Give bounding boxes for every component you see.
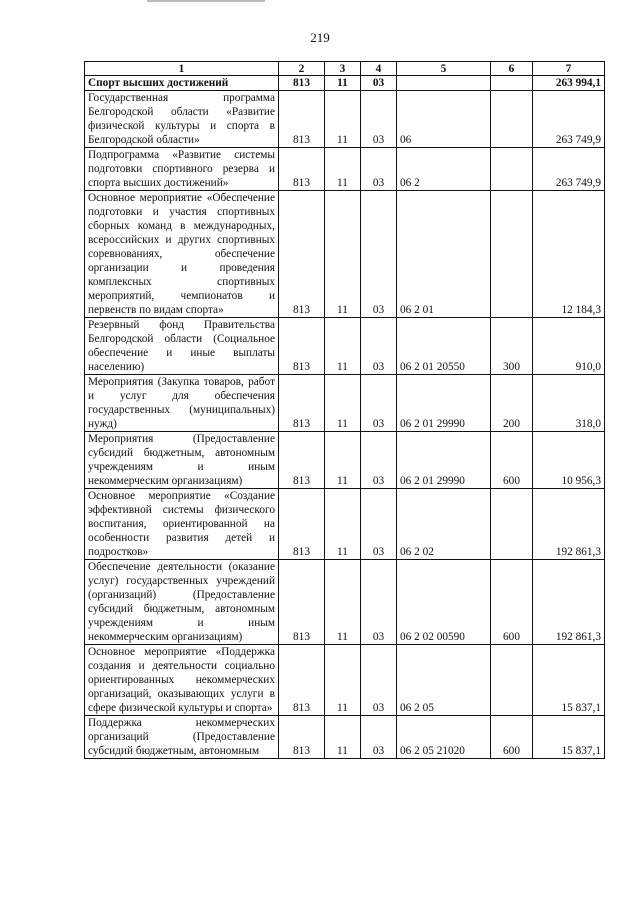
- table-row: [85, 148, 605, 191]
- target-article-code: 06 2 01 29990: [397, 432, 491, 489]
- table-row: [85, 318, 605, 375]
- amount: 318,0: [533, 375, 605, 432]
- section-code: 11: [325, 76, 361, 91]
- ministry-code: 813: [279, 318, 325, 375]
- amount: 192 861,3: [533, 560, 605, 645]
- table-row: [85, 489, 605, 560]
- ministry-code: 813: [279, 148, 325, 191]
- target-article-code: 06 2 01 29990: [397, 375, 491, 432]
- target-article-code: 06 2: [397, 148, 491, 191]
- section-code: 11: [325, 91, 361, 148]
- ministry-code: 813: [279, 375, 325, 432]
- ministry-code: 813: [279, 91, 325, 148]
- table-row: [85, 76, 605, 91]
- subsection-code: 03: [361, 489, 397, 560]
- subsection-code: 03: [361, 318, 397, 375]
- subsection-code: 03: [361, 560, 397, 645]
- amount: 12 184,3: [533, 191, 605, 318]
- section-code: 11: [325, 318, 361, 375]
- amount: 10 956,3: [533, 432, 605, 489]
- column-header: 2: [279, 62, 325, 76]
- table-row: [85, 191, 605, 318]
- row-description: Спорт высших достижений: [85, 76, 279, 91]
- column-header: 1: [85, 62, 279, 76]
- section-code: 11: [325, 375, 361, 432]
- ministry-code: 813: [279, 432, 325, 489]
- amount: 15 837,1: [533, 645, 605, 716]
- expense-type-code: 600: [491, 432, 533, 489]
- row-description: Резервный фонд Правительства Белгородской области (Социальное обеспечение и иные выплаты населению): [85, 318, 279, 375]
- row-description: Мероприятия (Предоставление субсидий бюджетным, автономным учреждениям и иным некоммерческим организациям): [85, 432, 279, 489]
- target-article-code: 06 2 02: [397, 489, 491, 560]
- ministry-code: 813: [279, 645, 325, 716]
- row-description: Мероприятия (Закупка товаров, работ и услуг для обеспечения государственных (муниципальных) нужд): [85, 375, 279, 432]
- section-code: 11: [325, 489, 361, 560]
- ministry-code: 813: [279, 76, 325, 91]
- column-header: 5: [397, 62, 491, 76]
- expense-type-code: 200: [491, 375, 533, 432]
- subsection-code: 03: [361, 91, 397, 148]
- section-code: 11: [325, 645, 361, 716]
- subsection-code: 03: [361, 716, 397, 759]
- section-code: 11: [325, 716, 361, 759]
- ministry-code: 813: [279, 191, 325, 318]
- section-code: 11: [325, 191, 361, 318]
- target-article-code: 06 2 01 20550: [397, 318, 491, 375]
- expense-type-code: [491, 191, 533, 318]
- ministry-code: 813: [279, 489, 325, 560]
- expense-type-code: [491, 91, 533, 148]
- amount: 15 837,1: [533, 716, 605, 759]
- table-row: [85, 432, 605, 489]
- target-article-code: 06 2 01: [397, 191, 491, 318]
- row-description: Основное мероприятие «Создание эффективной системы физического воспитания, ориентированной на особенности развития детей и подростков»: [85, 489, 279, 560]
- table-row: [85, 645, 605, 716]
- row-description: Обеспечение деятельности (оказание услуг) государственных учреждений (организаций) (Предоставление субсидий бюджетным, автономным учреждениям и иным некоммерческим организациям): [85, 560, 279, 645]
- subsection-code: 03: [361, 148, 397, 191]
- row-description: Поддержка некоммерческих организаций (Предоставление субсидий бюджетным, автономным: [85, 716, 279, 759]
- page-number: 219: [310, 30, 330, 45]
- section-code: 11: [325, 560, 361, 645]
- target-article-code: 06 2 05 21020: [397, 716, 491, 759]
- subsection-code: 03: [361, 375, 397, 432]
- amount: 192 861,3: [533, 489, 605, 560]
- row-description: Подпрограмма «Развитие системы подготовки спортивного резерва и спорта высших достижений»: [85, 148, 279, 191]
- top-rule: [147, 0, 265, 2]
- amount: 263 994,1: [533, 76, 605, 91]
- ministry-code: 813: [279, 560, 325, 645]
- expense-type-code: [491, 148, 533, 191]
- target-article-code: 06: [397, 91, 491, 148]
- table-row: [85, 91, 605, 148]
- expense-type-code: 600: [491, 716, 533, 759]
- row-description: Основное мероприятие «Обеспечение подготовки и участия спортивных сборных команд в международных, всероссийских и других спортивных соревнованиях, обеспечение организации и проведения комплексных спортивных мероприятий, чемпионатов и первенств по видам спорта»: [85, 191, 279, 318]
- amount: 263 749,9: [533, 91, 605, 148]
- table-row: [85, 716, 605, 759]
- column-number-row: [85, 62, 605, 76]
- column-header: 6: [491, 62, 533, 76]
- expense-type-code: [491, 489, 533, 560]
- section-code: 11: [325, 148, 361, 191]
- expense-type-code: 600: [491, 560, 533, 645]
- column-header: 7: [533, 62, 605, 76]
- column-header: 4: [361, 62, 397, 76]
- expense-type-code: [491, 76, 533, 91]
- budget-table: [84, 61, 605, 759]
- subsection-code: 03: [361, 645, 397, 716]
- amount: 910,0: [533, 318, 605, 375]
- section-code: 11: [325, 432, 361, 489]
- ministry-code: 813: [279, 716, 325, 759]
- target-article-code: [397, 76, 491, 91]
- amount: 263 749,9: [533, 148, 605, 191]
- subsection-code: 03: [361, 76, 397, 91]
- target-article-code: 06 2 02 00590: [397, 560, 491, 645]
- expense-type-code: 300: [491, 318, 533, 375]
- row-description: Основное мероприятие «Поддержка создания и деятельности социально ориентированных некоммерческих организаций, оказывающих услуги в сфере физической культуры и спорта»: [85, 645, 279, 716]
- expense-type-code: [491, 645, 533, 716]
- subsection-code: 03: [361, 432, 397, 489]
- target-article-code: 06 2 05: [397, 645, 491, 716]
- table-row: [85, 560, 605, 645]
- table-row: [85, 375, 605, 432]
- row-description: Государственная программа Белгородской области «Развитие физической культуры и спорта в Белгородской области»: [85, 91, 279, 148]
- subsection-code: 03: [361, 191, 397, 318]
- column-header: 3: [325, 62, 361, 76]
